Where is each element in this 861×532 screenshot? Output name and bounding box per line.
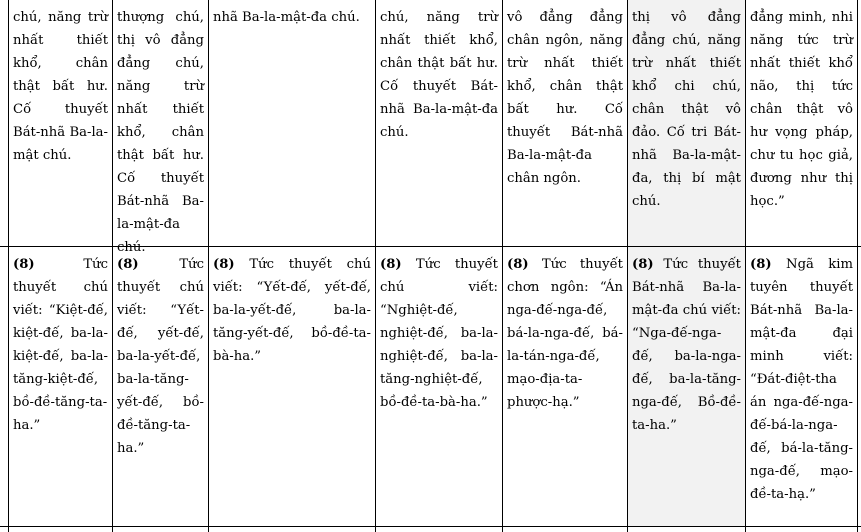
- table-cell: [376, 247, 502, 526]
- table-cell: đẳng minh, nhi năng tức trừ nhất thiết khổ não, thị tức chân thật vô hư vọng pháp, chư tu học giả, đương như thị học.”: [750, 10, 853, 209]
- cell-text: Tức thuyết chú viết: “Kiệt-đế, kiệt-đế, ba-la-kiệt-đế, ba-la-tăng-kiệt-đế, bồ-đề-tăng-ta-ha.”: [13, 257, 108, 433]
- cell-text: Ngã kim tuyên thuyết Bát-nhã Ba-la-mật-đa đại minh viết: “Đát-điệt-tha án nga-đế-nga-đế-bá-la-nga-đế, bá-la-tăng-nga-đế, mạo-đề-ta-hạ.”: [750, 257, 853, 502]
- table-cell: chú, năng trừ nhất thiết khổ, chân thật bất hư. Cố thuyết Bát-nhã Ba-la-mật chú.: [13, 10, 108, 163]
- table-cell: [113, 247, 208, 526]
- table-cell: thị vô đẳng đẳng chú, năng trừ nhất thiết khổ chi chú, chân thật vô đảo. Cố tri Bát-nhã Ba-la-mật-đa, thị bí mật chú.: [628, 0, 745, 246]
- item-number: (8): [380, 257, 402, 272]
- cell-text: Tức thuyết chơn ngôn: “Án nga-đế-nga-đế, bá-la-nga-đế, bá-la-tán-nga-đế, mạo-địa-ta-phược-hạ.”: [507, 257, 623, 410]
- table-cell: vô đẳng đẳng chân ngôn, năng trừ nhất thiết khổ, chân thật bất hư. Cố thuyết Bát-nhã Ba-la-mật-đa chân ngôn.: [507, 10, 623, 186]
- cell-text: Tức thuyết chú viết: “Yết-đế, yết-đế, ba-la-yết-đế, ba-la-tăng-yết-đế, bồ-đề-ta-bà-ha.”: [213, 257, 371, 364]
- table-cell: [628, 247, 745, 526]
- table-cell: chú, năng trừ nhất thiết khổ, chân thật bất hư. Cố thuyết Bát-nhã Ba-la-mật-đa chú.: [380, 10, 498, 140]
- item-number: (8): [13, 257, 35, 272]
- table-cell: [209, 247, 375, 526]
- cell-text: Tức thuyết chú viết: “Nghiệt-đế, nghiệt-đế, ba-la-nghiệt-đế, ba-la-tăng-nghiệt-đế, bồ-đề-ta-bà-ha.”: [380, 257, 498, 410]
- table-cell: nhã Ba-la-mật-đa chú.: [213, 10, 360, 25]
- table-cell: [9, 247, 112, 526]
- item-number: (8): [117, 257, 139, 272]
- table-cell: [746, 247, 857, 526]
- item-number: (8): [507, 257, 529, 272]
- table-cell: [503, 247, 627, 526]
- cell-text: Tức thuyết chú viết: “Yết-đế, yết-đế, ba-la-yết-đế, ba-la-tăng-yết-đế, bồ-đề-tăng-ta-ha.”: [117, 257, 204, 456]
- item-number: (8): [213, 257, 235, 272]
- item-number: (8): [632, 257, 654, 272]
- column-border: [857, 0, 858, 532]
- row-border: [0, 526, 861, 527]
- table-cell: thượng chú, thị vô đẳng đẳng chú, năng trừ nhất thiết khổ, chân thật bất hư. Cố thuyết Bát-nhã Ba-la-mật-đa chú.: [117, 10, 204, 255]
- item-number: (8): [750, 257, 772, 272]
- cell-text: Tức thuyết Bát-nhã Ba-la-mật-đa chú viết: “Nga-đế-nga-đế, ba-la-nga-đế, ba-la-tăng-nga-đế, Bồ-đề-ta-ha.”: [632, 257, 741, 433]
